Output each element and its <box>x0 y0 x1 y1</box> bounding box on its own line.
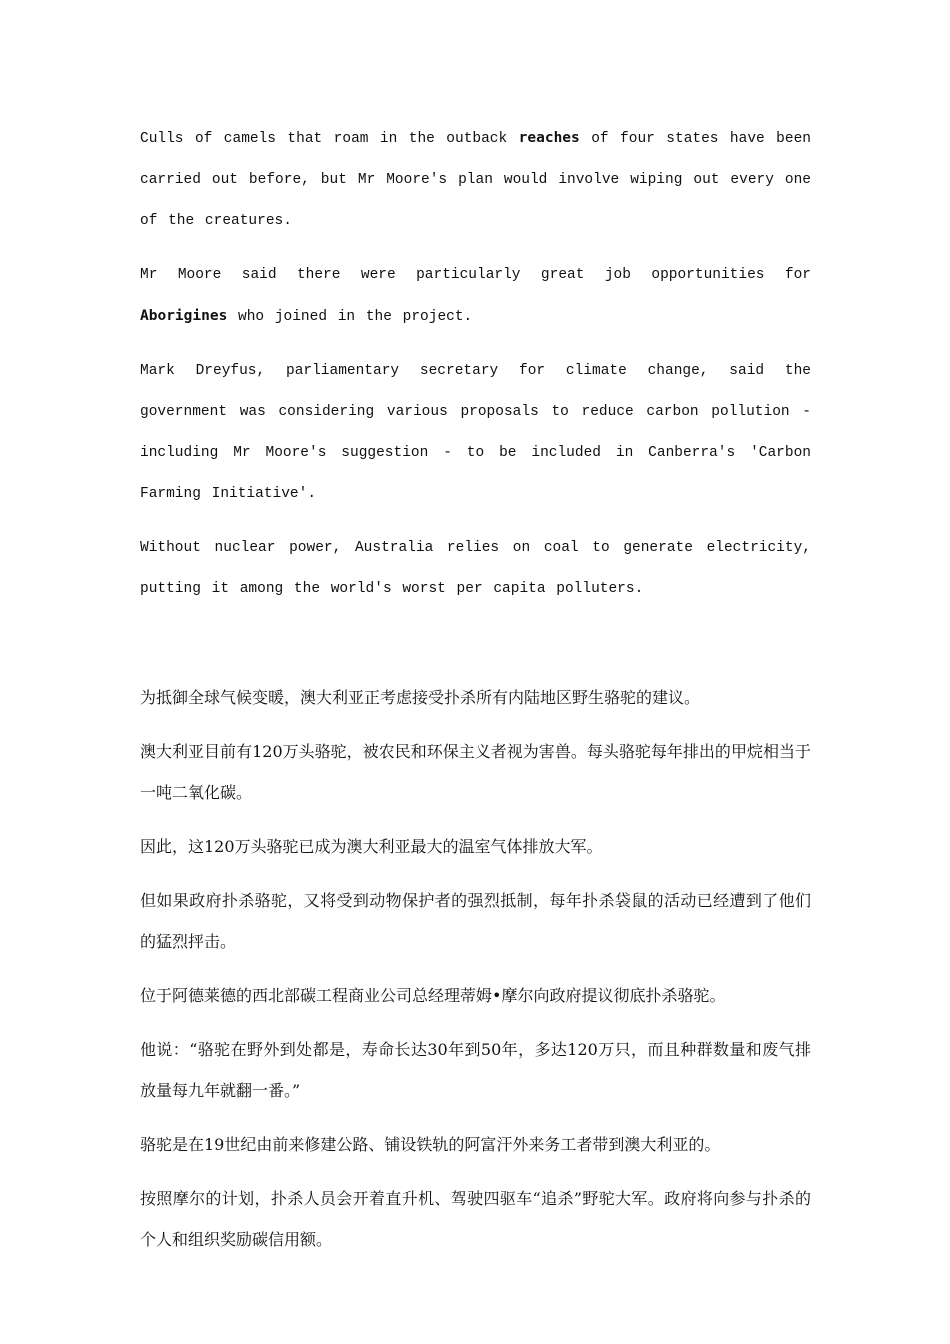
paragraph-text: Mr Moore said there were particularly great job opportunities for <box>140 267 811 283</box>
chinese-paragraph-2: 澳大利亚目前有120万头骆驼，被农民和环保主义者视为害兽。每头骆驼每年排出的甲烷相当于一吨二氧化碳。 <box>140 742 811 802</box>
chinese-paragraph-7: 骆驼是在19世纪由前来修建公路、铺设铁轨的阿富汗外来务工者带到澳大利亚的。 <box>140 1135 721 1154</box>
document-body <box>140 118 811 1273</box>
chinese-paragraph-1: 为抵御全球气候变暖，澳大利亚正考虑接受扑杀所有内陆地区野生骆驼的建议。 <box>140 688 701 707</box>
paragraph-text: of four states have been carried out before, but Mr Moore's plan would involve wiping out every one of the creatures. <box>140 131 811 229</box>
paragraph-text: who joined in the project. <box>227 309 473 325</box>
section-spacer <box>140 623 811 677</box>
chinese-paragraph-6: 他说：“骆驼在野外到处都是，寿命长达30年到50年，多达120万只，而且种群数量和废气排放量每九年就翻一番。” <box>140 1040 811 1100</box>
chinese-section <box>140 677 811 1260</box>
keyword-aborigines: Aborigines <box>140 308 228 324</box>
english-paragraph-4: Without nuclear power, Australia relies on coal to generate electricity, putting it among the world's worst per capita polluters. <box>140 540 811 597</box>
chinese-paragraph-8: 按照摩尔的计划，扑杀人员会开着直升机、驾驶四驱车“追杀”野驼大军。政府将向参与扑杀的个人和组织奖励碳信用额。 <box>140 1189 811 1249</box>
english-paragraph-3: Mark Dreyfus, parliamentary secretary for climate change, said the government was considering various proposals to reduce carbon pollution - including Mr Moore's suggestion - to be included in Canberra's 'Carbon Farming Initiative'. <box>140 363 811 502</box>
english-paragraph-2 <box>140 255 811 338</box>
english-section <box>140 118 811 610</box>
english-paragraph-1 <box>140 118 811 242</box>
chinese-paragraph-4: 但如果政府扑杀骆驼，又将受到动物保护者的强烈抵制，每年扑杀袋鼠的活动已经遭到了他们的猛烈抨击。 <box>140 891 811 951</box>
chinese-paragraph-5: 位于阿德莱德的西北部碳工程商业公司总经理蒂姆•摩尔向政府提议彻底扑杀骆驼。 <box>140 986 726 1005</box>
chinese-paragraph-3: 因此，这120万头骆驼已成为澳大利亚最大的温室气体排放大军。 <box>140 837 603 856</box>
paragraph-text: Culls of camels that roam in the outback <box>140 131 519 147</box>
keyword-reaches: reaches <box>518 130 580 146</box>
